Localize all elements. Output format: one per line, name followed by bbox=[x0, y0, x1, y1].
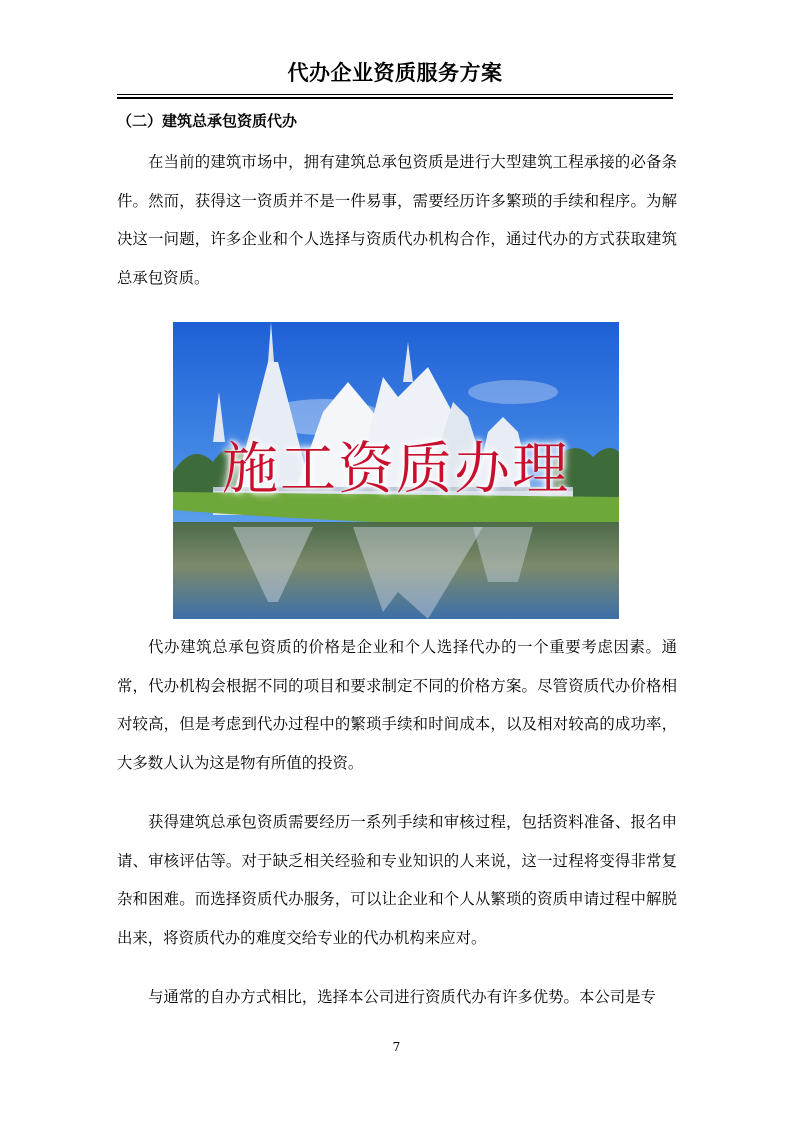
header-rule-thick bbox=[117, 97, 673, 99]
paragraph-intro: 在当前的建筑市场中，拥有建筑总承包资质是进行大型建筑工程承接的必备条件。然而，获得这一资质并不是一件易事，需要经历许多繁琐的手续和程序。为解决这一问题，许多企业和个人选择与资质代办机构合作，通过代办的方式获取建筑总承包资质。 bbox=[117, 153, 677, 287]
paragraph-process: 获得建筑总承包资质需要经历一系列手续和审核过程，包括资料准备、报名申请、审核评估等。对于缺乏相关经验和专业知识的人来说，这一过程将变得非常复杂和困难。而选择资质代办服务，可以让企业和个人从繁琐的资质申请过程中解脱出来，将资质代办的难度交给专业的代办机构来应对。 bbox=[117, 813, 677, 947]
paragraph-price: 代办建筑总承包资质的价格是企业和个人选择代办的一个重要考虑因素。通常，代办机构会根据不同的项目和要求制定不同的价格方案。尽管资质代办价格相对较高，但是考虑到代办过程中的繁琐手续和时间成本，以及相对较高的成功率，大多数人认为这是物有所值的投资。 bbox=[117, 638, 677, 772]
page-header bbox=[117, 58, 673, 100]
banner-text: 施工资质办理 bbox=[222, 437, 570, 502]
temple-photo bbox=[173, 322, 619, 619]
header-rule-thin bbox=[117, 94, 673, 95]
section-heading: （二）建筑总承包资质代办 bbox=[117, 112, 298, 130]
page-number: 7 bbox=[392, 1040, 401, 1054]
document-title: 代办企业资质服务方案 bbox=[287, 61, 503, 85]
paragraph-advantages: 与通常的自办方式相比，选择本公司进行资质代办有许多优势。本公司是专 bbox=[148, 988, 656, 1006]
